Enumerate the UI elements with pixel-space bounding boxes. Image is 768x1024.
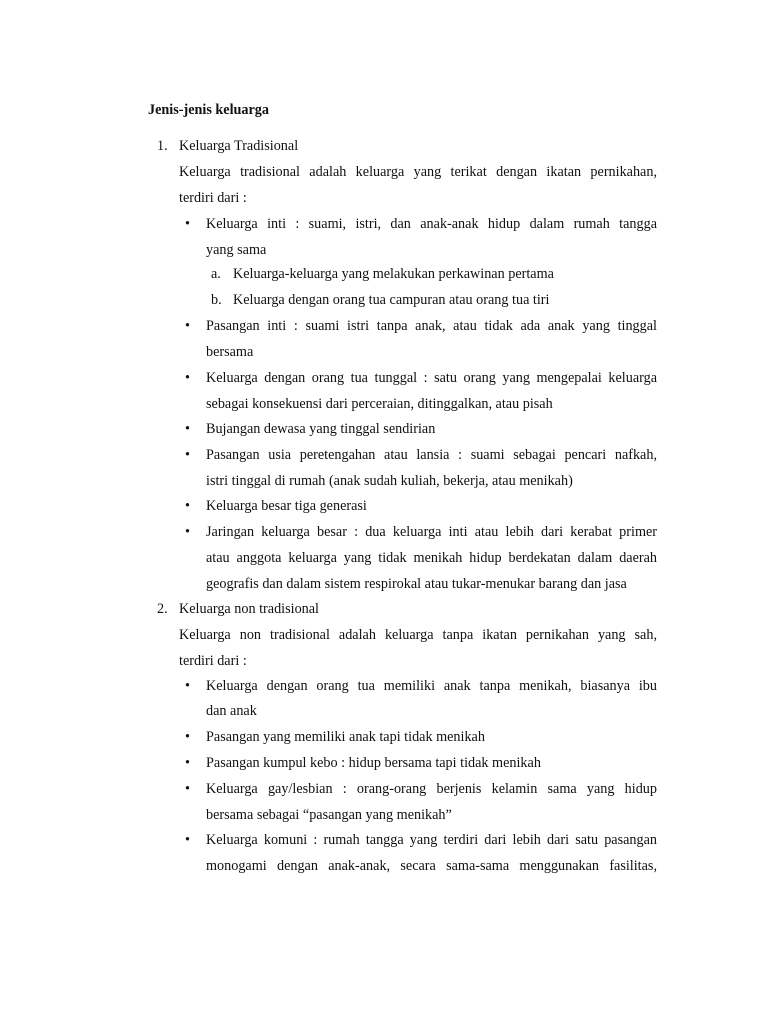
list-item-line: bersama: [206, 344, 254, 360]
bullet-icon: •: [185, 370, 190, 386]
list-item-line: geografis dan dalam sistem respirokal atau tukar-menukar barang dan jasa: [206, 576, 627, 592]
list-item-line: istri tinggal di rumah (anak sudah kuliah, bekerja, atau menikah): [206, 473, 573, 489]
section-number: 2.: [157, 601, 168, 617]
list-item-line: monogami dengan anak-anak, secara sama-sama menggunakan fasilitas,: [206, 858, 657, 874]
section-intro-line: Keluarga non tradisional adalah keluarga tanpa ikatan pernikahan yang sah,: [179, 627, 657, 643]
list-item-line: Bujangan dewasa yang tinggal sendirian: [206, 421, 436, 437]
list-item-line: Keluarga gay/lesbian : orang-orang berjenis kelamin sama yang hidup: [206, 781, 657, 797]
bullet-icon: •: [185, 678, 190, 694]
bullet-icon: •: [185, 832, 190, 848]
bullet-icon: •: [185, 781, 190, 797]
section-heading: Keluarga Tradisional: [179, 138, 299, 154]
bullet-icon: •: [185, 421, 190, 437]
list-item-line: atau anggota keluarga yang tidak menikah hidup berdekatan dalam daerah: [206, 550, 657, 566]
list-item-line: Pasangan kumpul kebo : hidup bersama tapi tidak menikah: [206, 755, 541, 771]
section-intro-line: terdiri dari :: [179, 190, 247, 206]
bullet-icon: •: [185, 729, 190, 745]
list-item-line: Keluarga dengan orang tua tunggal : satu orang yang mengepalai keluarga: [206, 370, 657, 386]
bullet-icon: •: [185, 216, 190, 232]
section-number: 1.: [157, 138, 168, 154]
list-item-line: bersama sebagai “pasangan yang menikah”: [206, 807, 452, 823]
sublist-item: Keluarga-keluarga yang melakukan perkawinan pertama: [233, 266, 554, 282]
sublist-item: Keluarga dengan orang tua campuran atau orang tua tiri: [233, 292, 550, 308]
list-item-line: Keluarga besar tiga generasi: [206, 498, 367, 514]
list-item-line: Keluarga inti : suami, istri, dan anak-anak hidup dalam rumah tangga: [206, 216, 657, 232]
bullet-icon: •: [185, 498, 190, 514]
list-item-line: sebagai konsekuensi dari perceraian, ditinggalkan, atau pisah: [206, 396, 553, 412]
list-item-line: Keluarga dengan orang tua memiliki anak tanpa menikah, biasanya ibu: [206, 678, 657, 694]
document-title: Jenis-jenis keluarga: [148, 102, 269, 118]
list-item-line: Pasangan usia peretengahan atau lansia : suami sebagai pencari nafkah,: [206, 447, 657, 463]
list-item-line: Pasangan yang memiliki anak tapi tidak menikah: [206, 729, 485, 745]
list-item-line: dan anak: [206, 703, 257, 719]
sublist-marker: b.: [211, 292, 222, 308]
list-item-line: yang sama: [206, 242, 267, 258]
sublist-marker: a.: [211, 266, 221, 282]
list-item-line: Pasangan inti : suami istri tanpa anak, atau tidak ada anak yang tinggal: [206, 318, 657, 334]
section-heading: Keluarga non tradisional: [179, 601, 319, 617]
bullet-icon: •: [185, 524, 190, 540]
list-item-line: Jaringan keluarga besar : dua keluarga inti atau lebih dari kerabat primer: [206, 524, 657, 540]
section-intro-line: Keluarga tradisional adalah keluarga yang terikat dengan ikatan pernikahan,: [179, 164, 657, 180]
section-intro-line: terdiri dari :: [179, 653, 247, 669]
list-item-line: Keluarga komuni : rumah tangga yang terdiri dari lebih dari satu pasangan: [206, 832, 657, 848]
bullet-icon: •: [185, 318, 190, 334]
bullet-icon: •: [185, 755, 190, 771]
bullet-icon: •: [185, 447, 190, 463]
